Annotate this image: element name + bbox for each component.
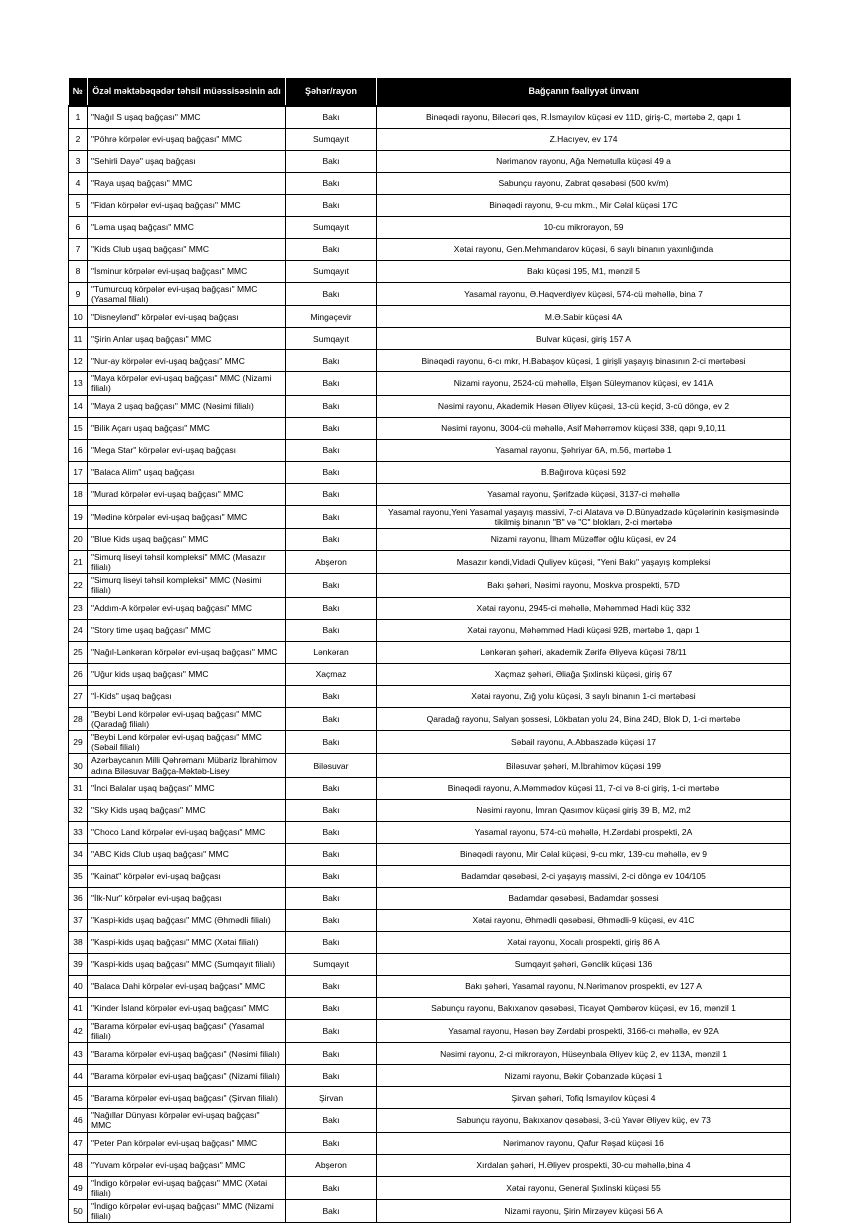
address-cell: Bakı küçəsi 195, M1, mənzil 5 bbox=[377, 260, 791, 282]
row-number-cell: 42 bbox=[69, 1019, 88, 1042]
city-cell: Bakı bbox=[286, 172, 377, 194]
table-row bbox=[69, 350, 791, 372]
row-number-cell: 9 bbox=[69, 282, 88, 305]
institution-name-cell: "Nağıl S uşaq bağçası" MMC bbox=[88, 106, 286, 129]
address-cell: Nəsimi rayonu, İmran Qasımov küçəsi giriş 39 B, M2, m2 bbox=[377, 799, 791, 821]
address-cell: Bulvar küçəsi, giriş 157 A bbox=[377, 328, 791, 350]
table-row bbox=[69, 550, 791, 573]
row-number-cell: 7 bbox=[69, 238, 88, 260]
address-cell: B.Bağırova küçəsi 592 bbox=[377, 461, 791, 483]
table-row bbox=[69, 528, 791, 550]
city-cell: Sumqayıt bbox=[286, 128, 377, 150]
row-number-cell: 14 bbox=[69, 395, 88, 417]
row-number-cell: 29 bbox=[69, 731, 88, 754]
institution-name-cell: "Blue Kids uşaq bağçası" MMC bbox=[88, 528, 286, 550]
address-cell: Xətai rayonu, Zığ yolu küçəsi, 3 saylı binanın 1-ci mərtəbəsi bbox=[377, 685, 791, 707]
table-row bbox=[69, 483, 791, 505]
table-row bbox=[69, 1154, 791, 1176]
row-number-cell: 28 bbox=[69, 707, 88, 730]
institution-name-cell: "Mədinə körpələr evi-uşaq bağçası" MMC bbox=[88, 505, 286, 528]
row-number-cell: 43 bbox=[69, 1043, 88, 1065]
row-number-cell: 17 bbox=[69, 461, 88, 483]
row-number-cell: 33 bbox=[69, 821, 88, 843]
table-row bbox=[69, 128, 791, 150]
address-cell: Xırdalan şəhəri, H.Əliyev prospekti, 30-cu məhəllə,bina 4 bbox=[377, 1154, 791, 1176]
address-cell: Yasamal rayonu, Şəhriyar 6A, m.56, mərtəbə 1 bbox=[377, 439, 791, 461]
city-cell: Bakı bbox=[286, 372, 377, 395]
city-cell: Bakı bbox=[286, 909, 377, 931]
address-cell: 10-cu mikrorayon, 59 bbox=[377, 216, 791, 238]
table-row bbox=[69, 194, 791, 216]
row-number-cell: 5 bbox=[69, 194, 88, 216]
institution-name-cell: "Addım-A körpələr evi-uşaq bağçası" MMC bbox=[88, 597, 286, 619]
city-cell: Bakı bbox=[286, 1132, 377, 1154]
city-cell: Biləsuvar bbox=[286, 754, 377, 777]
table-row bbox=[69, 282, 791, 305]
table-row bbox=[69, 597, 791, 619]
address-cell: Səbail rayonu, A.Abbaszadə küçəsi 17 bbox=[377, 731, 791, 754]
institution-name-cell: "İsminur körpələr evi-uşaq bağçası" MMC bbox=[88, 260, 286, 282]
city-cell: Abşeron bbox=[286, 550, 377, 573]
institution-name-cell: "Sehirli Dayə" uşaq bağçası bbox=[88, 150, 286, 172]
city-cell: Bakı bbox=[286, 483, 377, 505]
table-row bbox=[69, 1043, 791, 1065]
address-cell: Sumqayıt şəhəri, Gənclik küçəsi 136 bbox=[377, 953, 791, 975]
table-header-row bbox=[69, 78, 791, 106]
city-cell: Sumqayıt bbox=[286, 216, 377, 238]
address-cell: Binəqədi rayonu, 9-cu mkm., Mir Cəlal küçəsi 17C bbox=[377, 194, 791, 216]
institution-name-cell: "Tumurcuq körpələr evi-uşaq bağçası" MMC (Yasamal filialı) bbox=[88, 282, 286, 305]
table-row bbox=[69, 574, 791, 597]
address-cell: Binəqədi rayonu, Mir Cəlal küçəsi, 9-cu mkr, 139-cu məhəllə, ev 9 bbox=[377, 843, 791, 865]
row-number-cell: 37 bbox=[69, 909, 88, 931]
table-row bbox=[69, 685, 791, 707]
institution-name-cell: "İndigo körpələr evi-uşaq bağçası" MMC (Nizami filialı) bbox=[88, 1199, 286, 1222]
city-cell: Bakı bbox=[286, 799, 377, 821]
city-cell: Bakı bbox=[286, 194, 377, 216]
city-cell: Bakı bbox=[286, 865, 377, 887]
institution-name-cell: "Sky Kids uşaq bağçası" MMC bbox=[88, 799, 286, 821]
institution-name-cell: "Fidan körpələr evi-uşaq bağçası" MMC bbox=[88, 194, 286, 216]
table-row bbox=[69, 395, 791, 417]
row-number-cell: 6 bbox=[69, 216, 88, 238]
address-cell: Sabunçu rayonu, Zabrat qəsəbəsi (500 kv/m) bbox=[377, 172, 791, 194]
table-row bbox=[69, 799, 791, 821]
column-header-number: № bbox=[69, 78, 88, 106]
city-cell: Bakı bbox=[286, 1176, 377, 1199]
institution-name-cell: "Şirin Anlar uşaq bağçası" MMC bbox=[88, 328, 286, 350]
row-number-cell: 18 bbox=[69, 483, 88, 505]
institution-name-cell: "Nur-ay körpələr evi-uşaq bağçası" MMC bbox=[88, 350, 286, 372]
city-cell: Bakı bbox=[286, 505, 377, 528]
address-cell: Yasamal rayonu, 574-cü məhəllə, H.Zərdabi prospekti, 2A bbox=[377, 821, 791, 843]
institution-name-cell: "Kinder İsland körpələr evi-uşaq bağçası" MMC bbox=[88, 997, 286, 1019]
institution-name-cell: "Murad körpələr evi-uşaq bağçası" MMC bbox=[88, 483, 286, 505]
table-body bbox=[69, 106, 791, 1223]
address-cell: M.Ə.Sabir küçəsi 4A bbox=[377, 306, 791, 328]
address-cell: Badamdar qəsəbəsi, Badamdar şossesi bbox=[377, 887, 791, 909]
row-number-cell: 13 bbox=[69, 372, 88, 395]
table-row bbox=[69, 1199, 791, 1222]
address-cell: Nəsimi rayonu, 3004-cü məhəllə, Asif Məhərrəmov küçəsi 338, qapı 9,10,11 bbox=[377, 417, 791, 439]
row-number-cell: 20 bbox=[69, 528, 88, 550]
row-number-cell: 3 bbox=[69, 150, 88, 172]
table-row bbox=[69, 707, 791, 730]
address-cell: Nərimanov rayonu, Ağa Nemətulla küçəsi 49 a bbox=[377, 150, 791, 172]
address-cell: Yasamal rayonu, Həsən bəy Zərdabi prospekti, 3166-cı məhəllə, ev 92A bbox=[377, 1019, 791, 1042]
address-cell: Sabunçu rayonu, Bakıxanov qəsəbəsi, 3-cü Yavər Əliyev küç, ev 73 bbox=[377, 1109, 791, 1132]
address-cell: Xətai rayonu, General Şıxlinski küçəsi 55 bbox=[377, 1176, 791, 1199]
city-cell: Bakı bbox=[286, 238, 377, 260]
row-number-cell: 2 bbox=[69, 128, 88, 150]
address-cell: Qaradağ rayonu, Salyan şossesi, Lökbatan yolu 24, Bina 24D, Blok D, 1-ci mərtəbə bbox=[377, 707, 791, 730]
institution-name-cell: "Maya körpələr evi-uşaq bağçası" MMC (Nizami filialı) bbox=[88, 372, 286, 395]
table-row bbox=[69, 461, 791, 483]
row-number-cell: 31 bbox=[69, 777, 88, 799]
table-row bbox=[69, 328, 791, 350]
institution-name-cell: "Balaca Dahi körpələr evi-uşaq bağçası" MMC bbox=[88, 975, 286, 997]
address-cell: Yasamal rayonu,Yeni Yasamal yaşayış massivi, 7-ci Alatava və D.Bünyadzadə küçələrinin kəsişməsində tikilmiş binanın "B" və "C" blokları, 2-ci mərtəbə bbox=[377, 505, 791, 528]
row-number-cell: 21 bbox=[69, 550, 88, 573]
institution-name-cell: Azərbaycanın Milli Qəhrəmanı Mübariz İbrahimov adına Biləsuvar Bağça-Məktəb-Lisey bbox=[88, 754, 286, 777]
city-cell: Bakı bbox=[286, 461, 377, 483]
address-cell: Nizami rayonu, İlham Müzəffər oğlu küçəsi, ev 24 bbox=[377, 528, 791, 550]
row-number-cell: 15 bbox=[69, 417, 88, 439]
institution-name-cell: "İndigo körpələr evi-uşaq bağçası" MMC (Xətai filialı) bbox=[88, 1176, 286, 1199]
row-number-cell: 46 bbox=[69, 1109, 88, 1132]
table-row bbox=[69, 619, 791, 641]
address-cell: Nəsimi rayonu, Akademik Həsən Əliyev küçəsi, 13-cü keçid, 3-cü döngə, ev 2 bbox=[377, 395, 791, 417]
institution-name-cell: "Nağıl-Lənkəran körpələr evi-uşaq bağçası" MMC bbox=[88, 641, 286, 663]
row-number-cell: 25 bbox=[69, 641, 88, 663]
institution-name-cell: "Mega Star" körpələr evi-uşaq bağçası bbox=[88, 439, 286, 461]
address-cell: Binəqədi rayonu, A.Məmmədov küçəsi 11, 7-ci və 8-ci giriş, 1-ci mərtəbə bbox=[377, 777, 791, 799]
address-cell: Biləsuvar şəhəri, M.İbrahimov küçəsi 199 bbox=[377, 754, 791, 777]
address-cell: Nəsimi rayonu, 2-ci mikrorayon, Hüseynbala Əliyev küç 2, ev 113A, mənzil 1 bbox=[377, 1043, 791, 1065]
address-cell: Xaçmaz şəhəri, Əliağa Şıxlinski küçəsi, giriş 67 bbox=[377, 663, 791, 685]
row-number-cell: 47 bbox=[69, 1132, 88, 1154]
institutions-table bbox=[68, 78, 791, 1223]
row-number-cell: 22 bbox=[69, 574, 88, 597]
row-number-cell: 1 bbox=[69, 106, 88, 129]
city-cell: Bakı bbox=[286, 731, 377, 754]
table-row bbox=[69, 1065, 791, 1087]
column-header-city: Şəhər/rayon bbox=[286, 78, 377, 106]
row-number-cell: 38 bbox=[69, 931, 88, 953]
row-number-cell: 12 bbox=[69, 350, 88, 372]
address-cell: Xətai rayonu, 2945-ci məhəllə, Məhəmməd Hadi küç 332 bbox=[377, 597, 791, 619]
address-cell: Xətai rayonu, Gen.Mehmandarov küçəsi, 6 saylı binanın yaxınlığında bbox=[377, 238, 791, 260]
address-cell: Binəqədi rayonu, 6-cı mkr, H.Babaşov küçəsi, 1 girişli yaşayış binasının 2-ci mərtəbəsi bbox=[377, 350, 791, 372]
city-cell: Bakı bbox=[286, 1043, 377, 1065]
row-number-cell: 50 bbox=[69, 1199, 88, 1222]
table-row bbox=[69, 216, 791, 238]
row-number-cell: 27 bbox=[69, 685, 88, 707]
row-number-cell: 24 bbox=[69, 619, 88, 641]
address-cell: Nizami rayonu, Şirin Mirzəyev küçəsi 56 A bbox=[377, 1199, 791, 1222]
row-number-cell: 10 bbox=[69, 306, 88, 328]
institution-name-cell: "İnci Balalar uşaq bağçası" MMC bbox=[88, 777, 286, 799]
institution-name-cell: "Peter Pan körpələr evi-uşaq bağçası" MMC bbox=[88, 1132, 286, 1154]
institution-name-cell: "ABC Kids Club uşaq bağçası" MMC bbox=[88, 843, 286, 865]
row-number-cell: 19 bbox=[69, 505, 88, 528]
table-row bbox=[69, 975, 791, 997]
institution-name-cell: "Simurq liseyi təhsil kompleksi" MMC (Nəsimi filialı) bbox=[88, 574, 286, 597]
row-number-cell: 34 bbox=[69, 843, 88, 865]
institution-name-cell: "Ləma uşaq bağçası" MMC bbox=[88, 216, 286, 238]
city-cell: Bakı bbox=[286, 574, 377, 597]
city-cell: Bakı bbox=[286, 997, 377, 1019]
address-cell: Şirvan şəhəri, Tofiq İsmayılov küçəsi 4 bbox=[377, 1087, 791, 1109]
table-row bbox=[69, 663, 791, 685]
table-row bbox=[69, 641, 791, 663]
city-cell: Bakı bbox=[286, 777, 377, 799]
institution-name-cell: "Simurq liseyi təhsil kompleksi" MMC (Masazır filialı) bbox=[88, 550, 286, 573]
city-cell: Sumqayıt bbox=[286, 328, 377, 350]
address-cell: Badamdar qəsəbəsi, 2-ci yaşayış massivi, 2-ci döngə ev 104/105 bbox=[377, 865, 791, 887]
city-cell: Xaçmaz bbox=[286, 663, 377, 685]
address-cell: Nizami rayonu, 2524-cü məhəllə, Elşən Süleymanov küçəsi, ev 141A bbox=[377, 372, 791, 395]
row-number-cell: 39 bbox=[69, 953, 88, 975]
institution-name-cell: "Kaspi-kids uşaq bağçası" MMC (Sumqayıt filialı) bbox=[88, 953, 286, 975]
address-cell: Bakı şəhəri, Yasamal rayonu, N.Nərimanov prospekti, ev 127 A bbox=[377, 975, 791, 997]
city-cell: Bakı bbox=[286, 1019, 377, 1042]
address-cell: Sabunçu rayonu, Bakıxanov qəsəbəsi, Ticayət Qəmbərov küçəsi, ev 16, mənzil 1 bbox=[377, 997, 791, 1019]
institution-name-cell: "Barama körpələr evi-uşaq bağçası" (Nizami filialı) bbox=[88, 1065, 286, 1087]
address-cell: Nizami rayonu, Bəkir Çobanzadə küçəsi 1 bbox=[377, 1065, 791, 1087]
table-row bbox=[69, 1132, 791, 1154]
address-cell: Xətai rayonu, Xocalı prospekti, giriş 86 A bbox=[377, 931, 791, 953]
city-cell: Bakı bbox=[286, 1199, 377, 1222]
institution-name-cell: "Bilik Açarı uşaq bağçası" MMC bbox=[88, 417, 286, 439]
institution-name-cell: "Nağıllar Dünyası körpələr evi-uşaq bağçası" MMC bbox=[88, 1109, 286, 1132]
address-cell: Yasamal rayonu, Şərifzadə küçəsi, 3137-ci məhəllə bbox=[377, 483, 791, 505]
institution-name-cell: "İ-Kids" uşaq bağçası bbox=[88, 685, 286, 707]
row-number-cell: 44 bbox=[69, 1065, 88, 1087]
row-number-cell: 4 bbox=[69, 172, 88, 194]
institution-name-cell: "Story time uşaq bağçası" MMC bbox=[88, 619, 286, 641]
city-cell: Bakı bbox=[286, 350, 377, 372]
row-number-cell: 32 bbox=[69, 799, 88, 821]
address-cell: Xətai rayonu, Məhəmməd Hadi küçəsi 92B, mərtəbə 1, qapı 1 bbox=[377, 619, 791, 641]
table-row bbox=[69, 953, 791, 975]
table-row bbox=[69, 843, 791, 865]
institution-name-cell: "Uğur kids uşaq bağçası" MMC bbox=[88, 663, 286, 685]
row-number-cell: 45 bbox=[69, 1087, 88, 1109]
city-cell: Şirvan bbox=[286, 1087, 377, 1109]
institution-name-cell: "Disneylənd" körpələr evi-uşaq bağçası bbox=[88, 306, 286, 328]
row-number-cell: 40 bbox=[69, 975, 88, 997]
institution-name-cell: "Barama körpələr evi-uşaq bağçası" (Şirvan filialı) bbox=[88, 1087, 286, 1109]
institution-name-cell: "İlk-Nur" körpələr evi-uşaq bağçası bbox=[88, 887, 286, 909]
row-number-cell: 11 bbox=[69, 328, 88, 350]
city-cell: Bakı bbox=[286, 887, 377, 909]
row-number-cell: 23 bbox=[69, 597, 88, 619]
city-cell: Bakı bbox=[286, 395, 377, 417]
row-number-cell: 49 bbox=[69, 1176, 88, 1199]
city-cell: Bakı bbox=[286, 707, 377, 730]
row-number-cell: 8 bbox=[69, 260, 88, 282]
table-row bbox=[69, 417, 791, 439]
city-cell: Lənkəran bbox=[286, 641, 377, 663]
table-row bbox=[69, 1109, 791, 1132]
table-row bbox=[69, 754, 791, 777]
row-number-cell: 41 bbox=[69, 997, 88, 1019]
table-row bbox=[69, 887, 791, 909]
table-row bbox=[69, 865, 791, 887]
city-cell: Bakı bbox=[286, 597, 377, 619]
institution-name-cell: "Raya uşaq bağçası" MMC bbox=[88, 172, 286, 194]
table-row bbox=[69, 1019, 791, 1042]
address-cell: Xətai rayonu, Əhmədli qəsəbəsi, Əhmədli-9 küçəsi, ev 41C bbox=[377, 909, 791, 931]
institution-name-cell: "Barama körpələr evi-uşaq bağçası" (Yasamal filialı) bbox=[88, 1019, 286, 1042]
table-row bbox=[69, 1176, 791, 1199]
address-cell: Z.Hacıyev, ev 174 bbox=[377, 128, 791, 150]
city-cell: Bakı bbox=[286, 106, 377, 129]
column-header-institution: Özəl məktəbəqədər təhsil müəssisəsinin adı bbox=[88, 78, 286, 106]
institution-name-cell: "Pöhrə körpələr evi-uşaq bağçası" MMC bbox=[88, 128, 286, 150]
city-cell: Bakı bbox=[286, 685, 377, 707]
table-row bbox=[69, 150, 791, 172]
table-row bbox=[69, 372, 791, 395]
city-cell: Bakı bbox=[286, 417, 377, 439]
column-header-address: Bağçanın fəaliyyət ünvanı bbox=[377, 78, 791, 106]
city-cell: Bakı bbox=[286, 619, 377, 641]
institution-name-cell: "Choco Land körpələr evi-uşaq bağçası" MMC bbox=[88, 821, 286, 843]
city-cell: Bakı bbox=[286, 821, 377, 843]
table-row bbox=[69, 306, 791, 328]
address-cell: Yasamal rayonu, Ə.Haqverdiyev küçəsi, 574-cü məhəllə, bina 7 bbox=[377, 282, 791, 305]
table-row bbox=[69, 106, 791, 129]
city-cell: Bakı bbox=[286, 975, 377, 997]
table-row bbox=[69, 172, 791, 194]
address-cell: Masazır kəndi,Vidadi Quliyev küçəsi, "Yeni Bakı" yaşayış kompleksi bbox=[377, 550, 791, 573]
institution-name-cell: "Kaspi-kids uşaq bağçası" MMC (Əhmədli filialı) bbox=[88, 909, 286, 931]
institution-name-cell: "Balaca Alim" uşaq bağçası bbox=[88, 461, 286, 483]
row-number-cell: 26 bbox=[69, 663, 88, 685]
city-cell: Bakı bbox=[286, 931, 377, 953]
row-number-cell: 48 bbox=[69, 1154, 88, 1176]
row-number-cell: 35 bbox=[69, 865, 88, 887]
table-row bbox=[69, 731, 791, 754]
city-cell: Bakı bbox=[286, 528, 377, 550]
institution-name-cell: "Yuvam körpələr evi-uşaq bağçası" MMC bbox=[88, 1154, 286, 1176]
row-number-cell: 36 bbox=[69, 887, 88, 909]
row-number-cell: 30 bbox=[69, 754, 88, 777]
address-cell: Nərimanov rayonu, Qafur Rəşad küçəsi 16 bbox=[377, 1132, 791, 1154]
city-cell: Bakı bbox=[286, 150, 377, 172]
institution-name-cell: "Barama körpələr evi-uşaq bağçası" (Nəsimi filialı) bbox=[88, 1043, 286, 1065]
institution-name-cell: "Kainat" körpələr evi-uşaq bağçası bbox=[88, 865, 286, 887]
city-cell: Bakı bbox=[286, 439, 377, 461]
city-cell: Abşeron bbox=[286, 1154, 377, 1176]
address-cell: Lənkəran şəhəri, akademik Zərifə Əliyeva küçəsi 78/11 bbox=[377, 641, 791, 663]
city-cell: Bakı bbox=[286, 1065, 377, 1087]
table-row bbox=[69, 238, 791, 260]
city-cell: Sumqayıt bbox=[286, 953, 377, 975]
table-row bbox=[69, 997, 791, 1019]
city-cell: Bakı bbox=[286, 282, 377, 305]
institution-name-cell: "Beybi Lənd körpələr evi-uşaq bağçası" MMC (Səbail filialı) bbox=[88, 731, 286, 754]
address-cell: Binəqədi rayonu, Biləcəri qəs, R.İsmayılov küçəsi ev 11D, giriş-C, mərtəbə 2, qapı 1 bbox=[377, 106, 791, 129]
city-cell: Mingəçevir bbox=[286, 306, 377, 328]
institution-name-cell: "Maya 2 uşaq bağçası" MMC (Nəsimi filialı) bbox=[88, 395, 286, 417]
address-cell: Bakı şəhəri, Nəsimi rayonu, Moskva prospekti, 57D bbox=[377, 574, 791, 597]
institution-name-cell: "Kaspi-kids uşaq bağçası" MMC (Xətai filialı) bbox=[88, 931, 286, 953]
table-row bbox=[69, 931, 791, 953]
city-cell: Bakı bbox=[286, 843, 377, 865]
table-row bbox=[69, 821, 791, 843]
institution-name-cell: "Kids Club uşaq bağçası" MMC bbox=[88, 238, 286, 260]
table-row bbox=[69, 439, 791, 461]
city-cell: Bakı bbox=[286, 1109, 377, 1132]
table-row bbox=[69, 260, 791, 282]
table-row bbox=[69, 909, 791, 931]
city-cell: Sumqayıt bbox=[286, 260, 377, 282]
institution-name-cell: "Beybi Lənd körpələr evi-uşaq bağçası" MMC (Qaradağ filialı) bbox=[88, 707, 286, 730]
table-row bbox=[69, 777, 791, 799]
row-number-cell: 16 bbox=[69, 439, 88, 461]
table-row bbox=[69, 505, 791, 528]
table-row bbox=[69, 1087, 791, 1109]
